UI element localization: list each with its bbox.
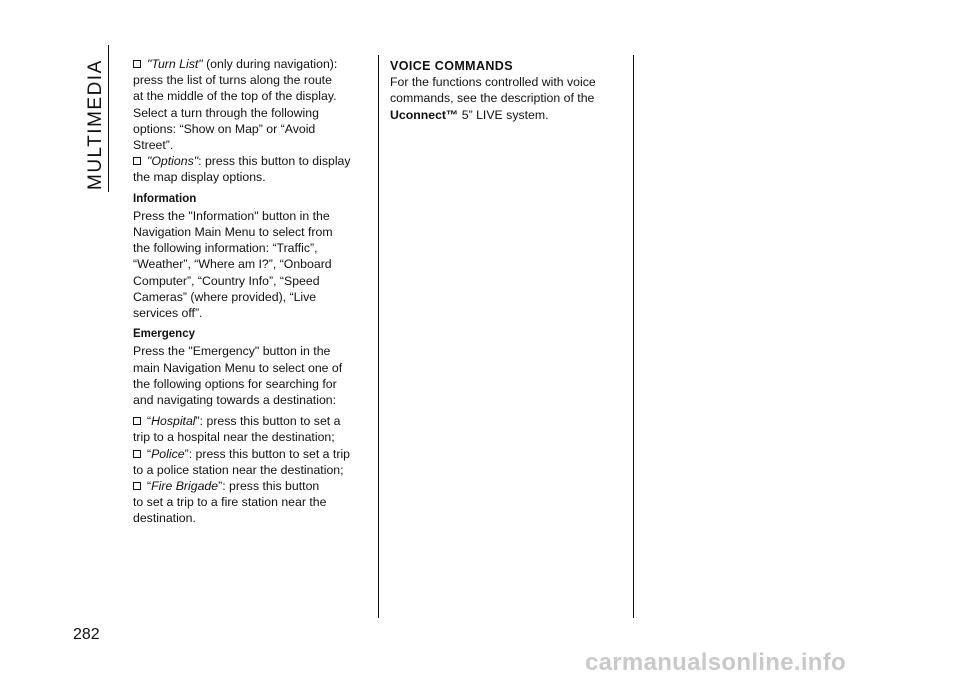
information-heading: Information: [133, 192, 197, 205]
page-number: 282: [73, 626, 100, 643]
bullet-square-icon: [133, 482, 141, 490]
information-section: Information Press the "Information" button in the Navigation Main Menu to select from the following information: “Traffic”, “Weather”, “Where am I?”, “Onboard Computer”, “Country Info”, “Speed Cameras” (where provided), “Live services off”.: [133, 191, 371, 322]
section-title-rule: [108, 45, 109, 192]
watermark: carmanualsonline.info: [585, 649, 847, 676]
emergency-heading: Emergency: [133, 328, 196, 341]
bullet-hospital: “Hospital”: press this button to set a trip to a hospital near the destination;: [133, 414, 341, 445]
bullet-turn-list: "Turn List" (only during navigation): press the list of turns along the route at the middle of the top of the display. Select a turn through the following options: “Show on Map” or “Avoid Street”.: [133, 57, 338, 153]
term-hospital: Hospital: [151, 414, 196, 429]
column-divider-right: [633, 55, 634, 618]
term-police: Police: [151, 446, 185, 461]
text-column-1: [133, 56, 371, 527]
bullet-square-icon: [133, 417, 141, 425]
bullet-square-icon: [133, 157, 141, 165]
section-title: MULTIMEDIA: [85, 59, 106, 190]
term-turn-list: "Turn List": [147, 57, 203, 71]
bullet-options: "Options": press this button to display the map display options.: [133, 154, 351, 185]
bullet-square-icon: [133, 60, 141, 68]
text-column-2: VOICE COMMANDS For the functions controlled with voice commands, see the description of the Uconnect™ 5” LIVE system.: [390, 58, 630, 123]
brand-uconnect: Uconnect™: [390, 107, 459, 122]
bullet-square-icon: [133, 450, 141, 458]
bullet-fire-brigade: “Fire Brigade”: press this button to set a trip to a fire station near the destination.: [133, 479, 327, 526]
term-fire-brigade: Fire Brigade: [151, 479, 219, 494]
voice-commands-heading: VOICE COMMANDS: [390, 59, 513, 73]
emergency-section: Emergency Press the "Emergency" button in the main Navigation Menu to select one of the following options for searching for and navigating towards a destination:: [133, 326, 371, 408]
bullet-police: “Police”: press this button to set a trip to a police station near the destination;: [133, 446, 351, 477]
column-divider-left: [378, 55, 379, 618]
term-options: "Options": [147, 154, 199, 169]
